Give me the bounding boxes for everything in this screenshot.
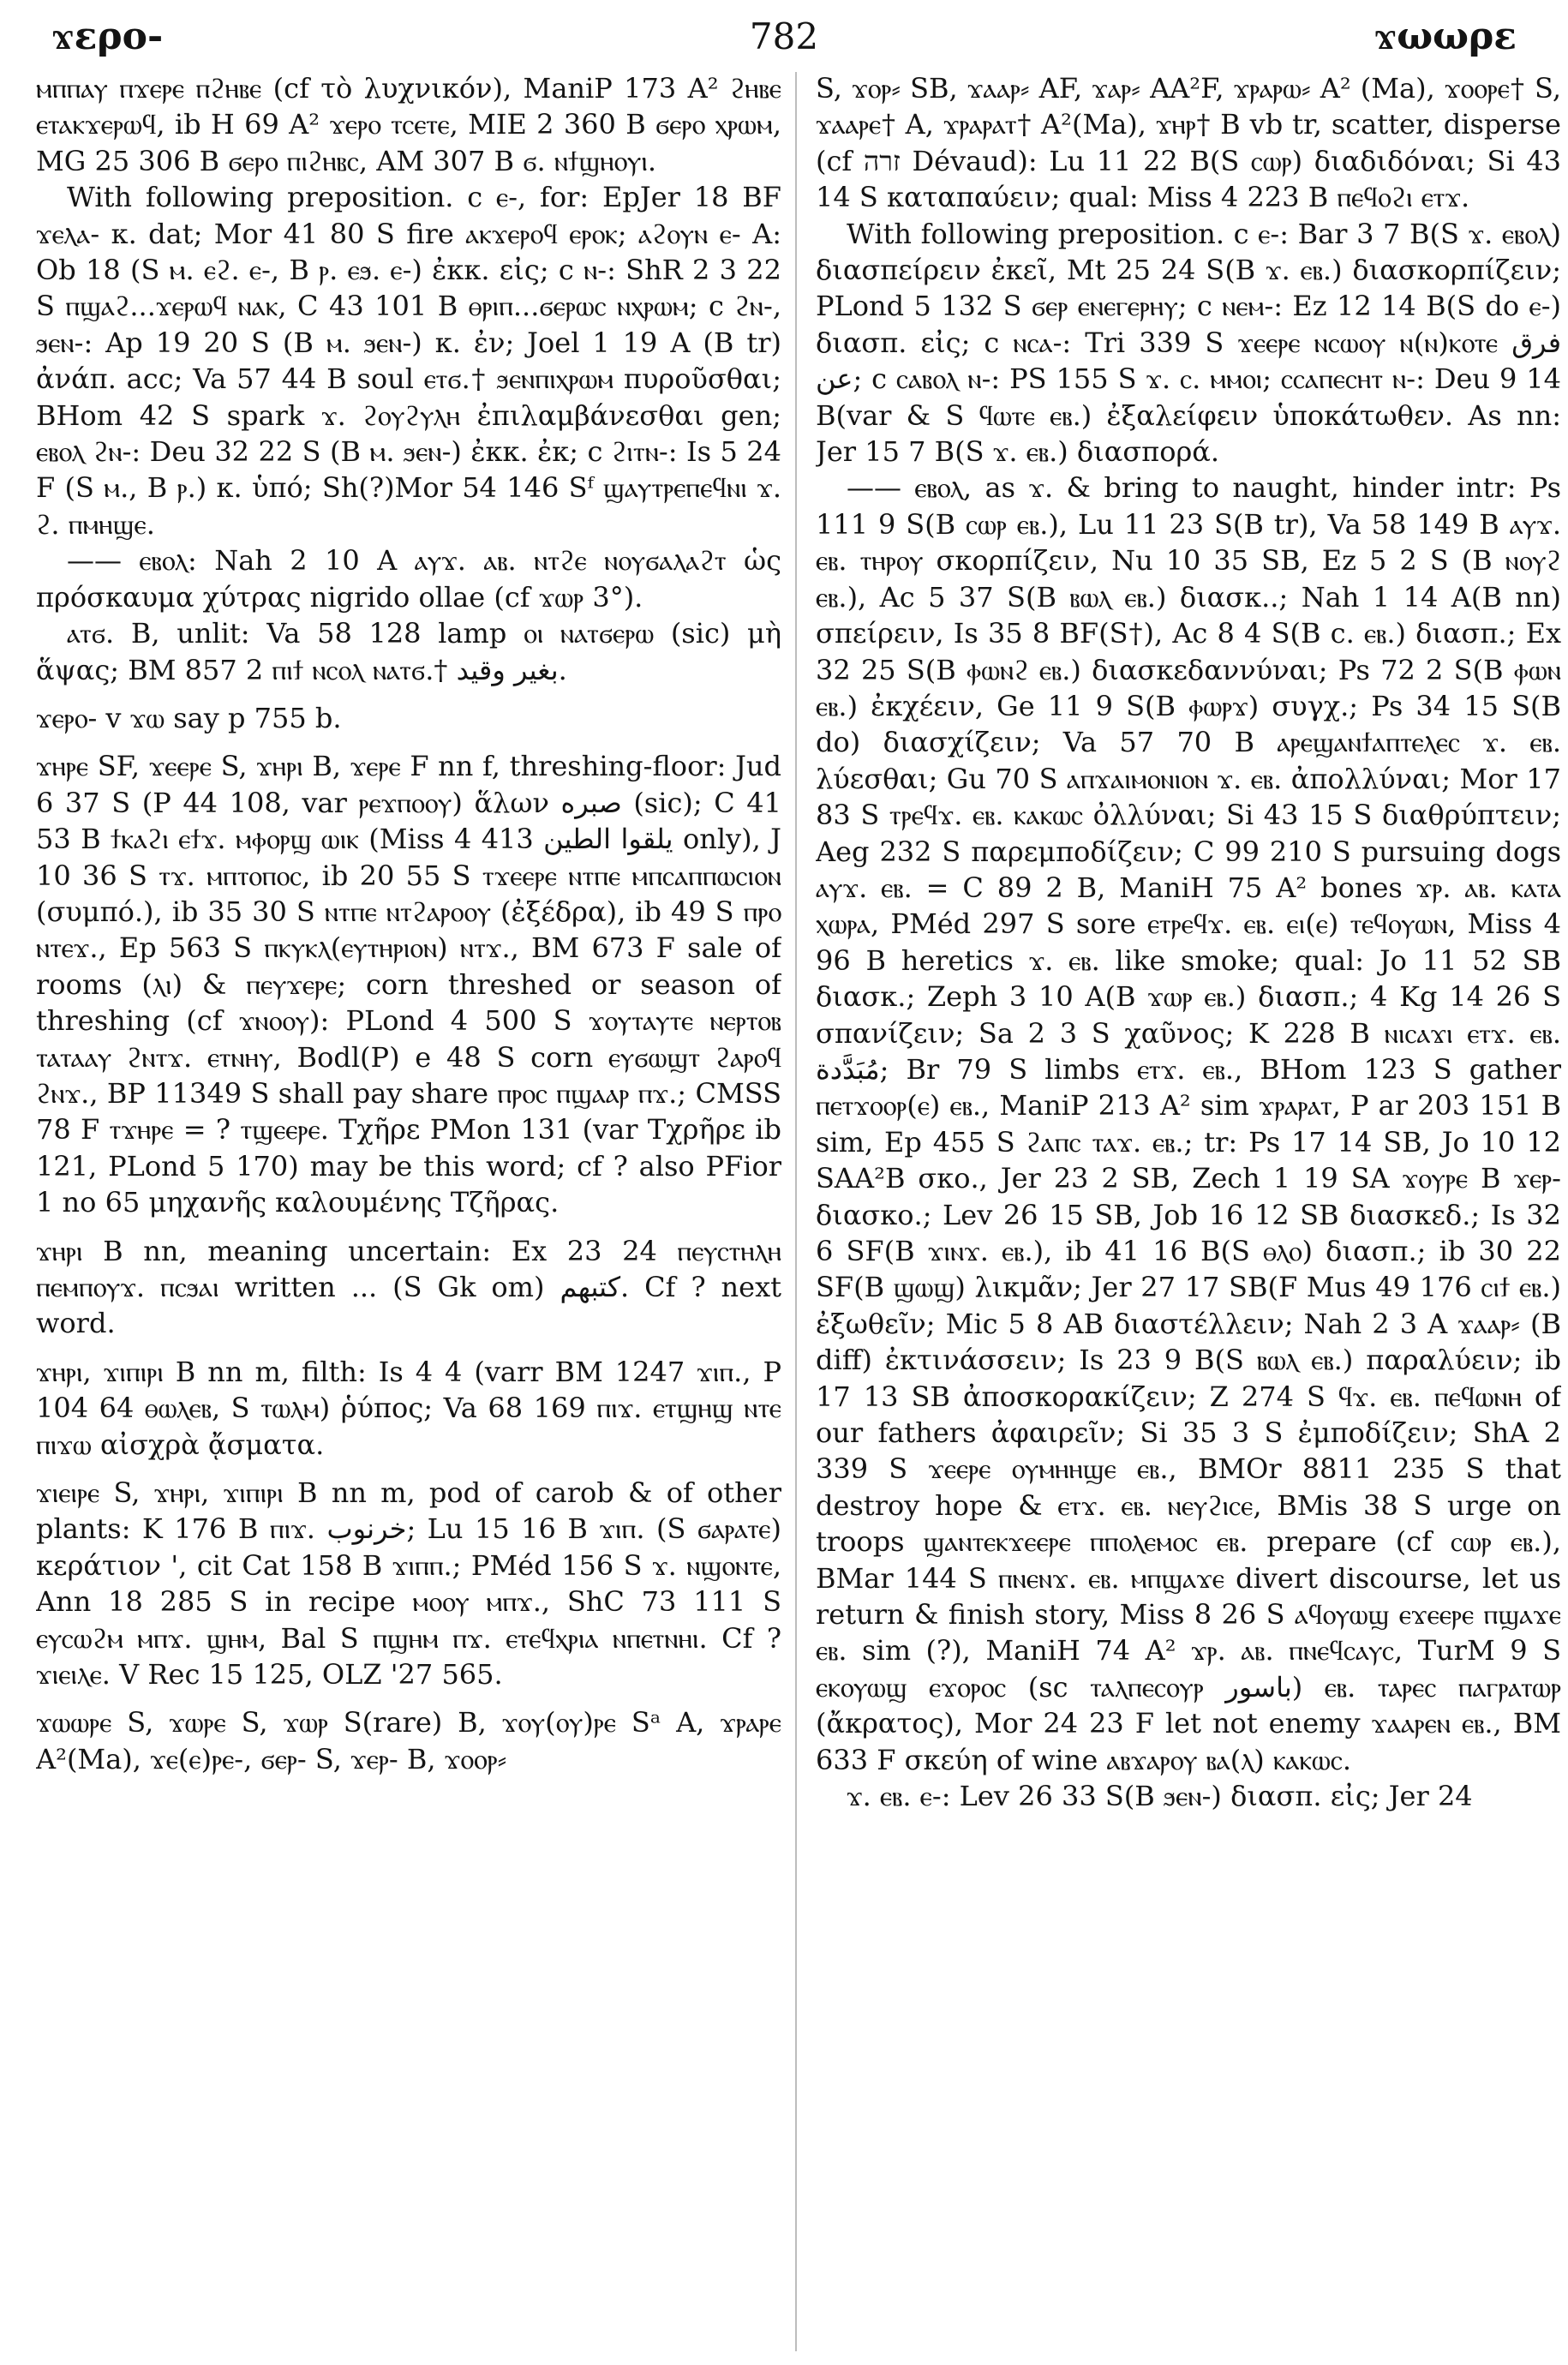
right-paragraph: S, ϫⲟⲣ⸗ SB, ϫⲁⲁⲣ⸗ AF, ϫⲁⲣ⸗ AA²F, ϫⲣⲁⲣⲱ⸗ A² (Ma), ϫⲟⲟⲣⲉ† S, ϫⲁⲁⲣⲉ† A, ϫⲣⲁⲣⲁⲧ† A²(Ma), ϫⲏⲣ† B vb tr, scatter, disperse (cf זרה Dévaud): Lu 11 22 B(S ⲥⲱⲣ) διαδιδόναι; Si 43 14 S καταπαύειν; qual: Miss 4 223 B ⲡⲉϥⲟϩⲓ ⲉⲧϫ. (816, 72, 1561, 214)
left-column (36, 70, 781, 2350)
column-divider (795, 72, 797, 2351)
page-number: 782 (749, 15, 819, 57)
right-column (816, 70, 1561, 2350)
running-headword-left: ϫερο- (51, 15, 164, 58)
right-paragraph: —— ⲉⲃⲟⲗ, as ϫ. & bring to naught, hinder intr: Ps 111 9 S(B ⲥⲱⲣ ⲉⲃ.), Lu 11 23 S(B tr), Va 58 149 B ⲁⲩϫ. ⲉⲃ. ⲧⲏⲣⲟⲩ σκορπίζειν, Nu 10 35 SB, Ez 5 2 S (B ⲛⲟⲩϩ ⲉⲃ.), Ac 5 37 S(B ⲃⲱⲗ ⲉⲃ.) διασκ..; Nah 1 14 A(B nn) σπείρειν, Is 35 8 BF(S†), Ac 8 4 S(B c. ⲉⲃ.) διασπ.; Ex 32 25 S(B ⲫⲱⲛϩ ⲉⲃ.) διασκεδαννύναι; Ps 72 2 S(B ⲫⲱⲛ ⲉⲃ.) ἐκχέειν, Ge 11 9 S(B ⲫⲱⲣϫ) συγχ.; Ps 34 15 S(B do) διασχίζειν; Va 57 70 B ⲁⲣⲉϣⲁⲛϯⲁⲡⲧⲉⲗⲉⲥ ϫ. ⲉⲃ. λύεσθαι; Gu 70 S ⲁⲡϫⲁⲓⲙⲟⲛⲓⲟⲛ ϫ. ⲉⲃ. ἀπολλύναι; Mor 17 83 S ⲧⲣⲉϥϫ. ⲉⲃ. ⲕⲁⲕⲱⲥ ὀλλύναι; Si 43 15 S διαθρύπτειν; Aeg 232 S παρεμποδίζειν; C 99 210 S pursuing dogs ⲁⲩϫ. ⲉⲃ. = C 89 2 B, ManiH 75 A² bones ϫⲣ. ⲁⲃ. ⲕⲁⲧⲁ ⲭⲱⲣⲁ, PMéd 297 S sore ⲉⲧⲣⲉϥϫ. ⲉⲃ. ⲉⲓ(ⲉ) ⲧⲉϥⲟⲩⲱⲛ, Miss 4 96 B heretics ϫ. ⲉⲃ. like smoke; qual: Jo 11 52 SB διασκ.; Zeph 3 10 A(B ϫⲱⲣ ⲉⲃ.) διασπ.; 4 Kg 14 26 S σπανίζειν; Sa 2 3 S χαῦνος; K 228 B ⲛⲓⲥⲁϫⲓ ⲉⲧϫ. ⲉⲃ. مُبَدَّدة; Br 79 S limbs ⲉⲧϫ. ⲉⲃ., BHom 123 S gather ⲡⲉⲧϫⲟⲟⲣ(ⲉ) ⲉⲃ., ManiP 213 A² sim ϫⲣⲁⲣⲁⲧ, P ar 203 151 B sim, Ep 455 S ϩⲁⲡⲥ ⲧⲁϫ. ⲉⲃ.; tr: Ps 17 14 SB, Jo 10 12 SAA²B σκο., Jer 23 2 SB, Zech 1 19 SA ϫⲟⲩⲣⲉ B ϫⲉⲣ- διασκο.; Lev 26 15 SB, Job 16 12 SB διασκεδ.; Is 32 6 SF(B ϫⲓⲛϫ. ⲉⲃ.), ib 41 16 B(S ⲑⲗⲟ) διασπ.; ib 30 22 SF(B ϣⲱϣ) λικμᾶν; Jer 27 17 SB(F Mus 49 176 ⲥⲓϯ ⲉⲃ.) ἐξωθεῖν; Mic 5 8 AB διαστέλλειν; Nah 2 3 A ϫⲁⲁⲣ⸗ (B diff) ἐκτινάσσειν; Is 23 9 B(S ⲃⲱⲗ ⲉⲃ.) παραλύειν; ib 17 13 SB ἀποσκορακίζειν; Z 274 S ϥϫ. ⲉⲃ. ⲡⲉϥⲱⲛⲏ of our fathers ἀφαιρεῖν; Si 35 3 S ἐμποδίζειν; ShA 2 339 S ϫⲉⲉⲣⲉ ⲟⲩⲙⲏⲏϣⲉ ⲉⲃ., BMOr 8811 235 S that destroy hope & ⲉⲧϫ. ⲉⲃ. ⲛⲉⲩϩⲓⲥⲉ, BMis 38 S urge on troops ϣⲁⲛⲧⲉⲕϫⲉⲉⲣⲉ ⲡⲡⲟⲗⲉⲙⲟⲥ ⲉⲃ. prepare (cf ⲥⲱⲣ ⲉⲃ.), BMar 144 S ⲡⲛⲉⲛϫ. ⲉⲃ. ⲙⲡϣⲁϫⲉ divert discourse, let us return & finish story, Miss 8 26 S ⲁϥⲟⲩⲱϣ ⲉϫⲉⲉⲣⲉ ⲡϣⲁϫⲉ ⲉⲃ. sim (?), ManiH 74 A² ϫⲣ. ⲁⲃ. ⲡⲛⲉϥⲥⲁⲩⲥ, TurM 9 S ⲉⲕⲟⲩⲱϣ ⲉϫⲟⲣⲟⲥ (sc ⲧⲁⲗⲡⲉⲥⲟⲩⲣ باسور) ⲉⲃ. ⲧⲁⲣⲉⲥ ⲡⲁⲅⲣⲁⲧⲱⲣ (ἄκρατος), Mor 24 23 F let not enemy ϫⲁⲁⲣⲉⲛ ⲉⲃ., BM 633 F σκεύη of wine ⲁⲃϫⲁⲣⲟⲩ ⲃⲁ(ⲗ) ⲕⲁⲕⲱⲥ. (816, 471, 1561, 1776)
page-header (51, 12, 1517, 62)
left-paragraph: With following preposition. c ⲉ-, for: EpJer 18 BF ϫⲉⲗⲁ- κ. dat; Mor 41 80 S fire ⲁⲕϫⲉⲣⲟϥ ⲉⲣⲟⲕ; ⲁϩⲟⲩⲛ ⲉ- A: Ob 18 (S ⲙ. ⲉϩ. ⲉ-, B ⲣ. ⲉϧ. ⲉ-) ἐκκ. εἰς; c ⲛ-: ShR 2 3 22 S ⲡϣⲁϩ...ϫⲉⲣⲱϥ ⲛⲁⲕ, C 43 101 B ⲑⲣⲓⲡ...ϭⲉⲣⲱⲥ ⲛⲭⲣⲱⲙ; c ϩⲛ-, ϧⲉⲛ-: Ap 19 20 S (B ⲙ. ϧⲉⲛ-) κ. ἐν; Joel 1 19 A (B tr) ἀνάπ. acc; Va 57 44 B soul ⲉⲧϭ.† ϧⲉⲛⲡⲓⲭⲣⲱⲙ πυροῦσθαι; BHom 42 S spark ϫ. ϩⲟⲩϩⲩⲗⲏ ἐπιλαμβάνεσθαι gen; ⲉⲃⲟⲗ ϩⲛ-: Deu 32 22 S (B ⲙ. ϧⲉⲛ-) ἐκκ. ἐκ; c ϩⲓⲧⲛ-: Is 5 24 F (S ⲙ., B ⲣ.) κ. ὑπό; Sh(?)Mor 54 146 Sᶠ ϣⲁⲩⲧⲣⲉⲡⲉϥⲛⲓ ϫ. ϩ. ⲡⲙⲏϣⲉ. (36, 181, 781, 541)
right-paragraph: ϫ. ⲉⲃ. ⲉ-: Lev 26 33 S(B ϧⲉⲛ-) διασπ. εἰς; Jer 24 (847, 1780, 1473, 1813)
left-paragraph: ⲙⲡⲡⲁⲩ ⲡϫⲉⲣⲉ ⲡϩⲏⲃⲉ (cf τὸ λυχνικόν), ManiP 173 A² ϩⲏⲃⲉ ⲉⲧⲁⲕϫⲉⲣⲱϥ, ib H 69 A² ϫⲉⲣⲟ ⲧⲥⲉⲧⲉ, MIE 2 360 B ϭⲉⲣⲟ ⲭⲣⲱⲙ, MG 25 306 B ϭⲉⲣⲟ ⲡⲓϩⲏⲃⲥ, AM 307 B ϭ. ⲛϯϣⲏⲟⲩⲓ. (36, 72, 781, 177)
left-paragraph: ϫⲏⲣⲉ SF, ϫⲉⲉⲣⲉ S, ϫⲏⲣⲓ B, ϫⲉⲣⲉ F nn f, threshing-floor: Jud 6 37 S (P 44 108, var ⲣⲉϫⲡⲟⲟⲩ) ἅλων صبره (sic); C 41 53 B ϯⲕⲁϩⲓ ⲉϯϫ. ⲙⲫⲟⲣϣ ⲱⲓⲕ (Miss 4 413 يلقوا الطين only), J 10 36 S ⲧϫ. ⲙⲡⲧⲟⲡⲟⲥ, ib 20 55 S ⲧϫⲉⲉⲣⲉ ⲛⲧⲡⲉ ⲙⲡⲥⲁⲡⲡⲱⲥⲓⲟⲛ (συμπό.), ib 35 30 S ⲛⲧⲡⲉ ⲛⲧϩⲁⲣⲟⲟⲩ (ἐξέδρα), ib 49 S ⲡⲣⲟ ⲛⲧⲉϫ., Ep 563 S ⲡⲕⲩⲕⲗ(ⲉⲩⲧⲏⲣⲓⲟⲛ) ⲛⲧϫ., BM 673 F sale of rooms (ⲗⲓ) & ⲡⲉⲩϫⲉⲣⲉ; corn threshed or season of threshing (cf ϫⲛⲟⲟⲩ): PLond 4 500 S ϫⲟⲩⲧⲁⲩⲧⲉ ⲛⲉⲣⲧⲟⲃ ⲧⲁⲧⲁⲁⲩ ϩⲛⲧϫ. ⲉⲧⲛⲏⲩ, Bodl(P) e 48 S corn ⲉⲩϭⲱϣⲧ ϩⲁⲣⲟϥ ϩⲛϫ., BP 11349 S shall pay share ⲡⲣⲟⲥ ⲡϣⲁⲁⲣ ⲡϫ.; CMSS 78 F ⲧϫⲏⲣⲉ = ? ⲧϣⲉⲉⲣⲉ. Τχῆρε PMon 131 (var Τχρῆρε ib 121, PLond 5 170) may be this word; cf ? also PFior 1 no 65 μηχανῆς καλουμένης Τζῆρας. (36, 750, 781, 1219)
left-paragraph: ϫⲓⲉⲓⲣⲉ S, ϫⲏⲣⲓ, ϫⲓⲡⲓⲣⲓ B nn m, pod of carob & of other plants: K 176 B ⲡⲓϫ. خرنوب; Lu 15 16 B ϫⲓⲡ. (S ϭⲁⲣⲁⲧⲉ) κεράτιον ', cit Cat 158 B ϫⲓⲡⲡ.; PMéd 156 S ϫ. ⲛϣⲟⲛⲧⲉ, Ann 18 285 S in recipe ⲙⲟⲟⲩ ⲙⲡϫ., ShC 73 111 S ⲉⲩⲥⲱϩⲙ ⲙⲡϫ. ϣⲏⲙ, Bal S ⲡϣⲏⲙ ⲡϫ. ⲉⲧⲉϥⲭⲣⲓⲁ ⲛⲡⲉⲧⲛⲏⲓ. Cf ? ϫⲓⲉⲓⲗⲉ. V Rec 15 125, OLZ '27 565. (36, 1476, 781, 1691)
running-headword-right: ϫωωρε (1373, 15, 1517, 58)
right-paragraph: With following preposition. c ⲉ-: Bar 3 7 B(S ϫ. ⲉⲃⲟⲗ) διασπείρειν ἐκεῖ, Mt 25 24 S(B ϫ. ⲉⲃ.) διασκορπίζειν; PLond 5 132 S ϭⲉⲣ ⲉⲛⲉⲅⲉⲣⲏⲩ; c ⲛⲉⲙ-: Ez 12 14 B(S do ⲉ-) διασπ. εἰς; c ⲛⲥⲁ-: Tri 339 S ϫⲉⲉⲣⲉ ⲛⲥⲱⲟⲩ ⲛ(ⲛ)ⲕⲟⲧⲉ فرق عن; c ⲥⲁⲃⲟⲗ ⲛ-: PS 155 S ϫ. ⲥ. ⲙⲙⲟⲓ; ⲥⲥⲁⲡⲉⲥⲏⲧ ⲛ-: Deu 9 14 B(var & S ϥⲱⲧⲉ ⲉⲃ.) ἐξαλείφειν ὑποκάτωθεν. As nn: Jer 15 7 B(S ϫ. ⲉⲃ.) διασπορά. (816, 217, 1561, 469)
left-paragraph: ϫⲏⲣⲓ B nn, meaning uncertain: Ex 23 24 ⲡⲉⲩⲥⲧⲏⲗⲏ ⲡⲉⲙⲡⲟⲩϫ. ⲡⲥϧⲁⲓ written ... (S Gk om) كتبهم. Cf ? next word. (36, 1234, 781, 1340)
left-paragraph: ϫⲱⲱⲣⲉ S, ϫⲱⲣⲉ S, ϫⲱⲣ S(rare) B, ϫⲟⲩ(ⲟⲩ)ⲣⲉ Sᵃ A, ϫⲣⲁⲣⲉ A²(Ma), ϫⲉ(ⲉ)ⲣⲉ-, ϭⲉⲣ- S, ϫⲉⲣ- B, ϫⲟⲟⲣ⸗ (36, 1706, 781, 1775)
left-paragraph: ϫⲉⲣⲟ- v ϫⲱ say p 755 b. (36, 701, 342, 734)
left-paragraph: —— ⲉⲃⲟⲗ: Nah 2 10 A ⲁⲩϫ. ⲁⲃ. ⲛⲧϩⲉ ⲛⲟⲩϭⲁⲗⲁϩⲧ ὡς πρόσκαυμα χύτρας nigrido ollae (cf ϫⲱⲣ 3°). (36, 544, 781, 614)
left-paragraph: ϫⲏⲣⲓ, ϫⲓⲡⲓⲣⲓ B nn m, filth: Is 4 4 (varr BM 1247 ϫⲓⲡ., P 104 64 ⲑⲱⲗⲉⲃ, S ⲧⲱⲗⲙ) ῥύπος; Va 68 169 ⲡⲓϫ. ⲉⲧϣⲏϣ ⲛⲧⲉ ⲡⲓϫⲱ αἰσχρὰ ᾄσματα. (36, 1355, 781, 1461)
left-paragraph: ⲁⲧϭ. B, unlit: Va 58 128 lamp ⲟⲓ ⲛⲁⲧϭⲉⲣⲱ (sic) μὴ ἅψας; BM 857 2 ⲡⲓϯ ⲛⲥⲟⲗ ⲛⲁⲧϭ.† بغير وقيد. (36, 617, 781, 686)
